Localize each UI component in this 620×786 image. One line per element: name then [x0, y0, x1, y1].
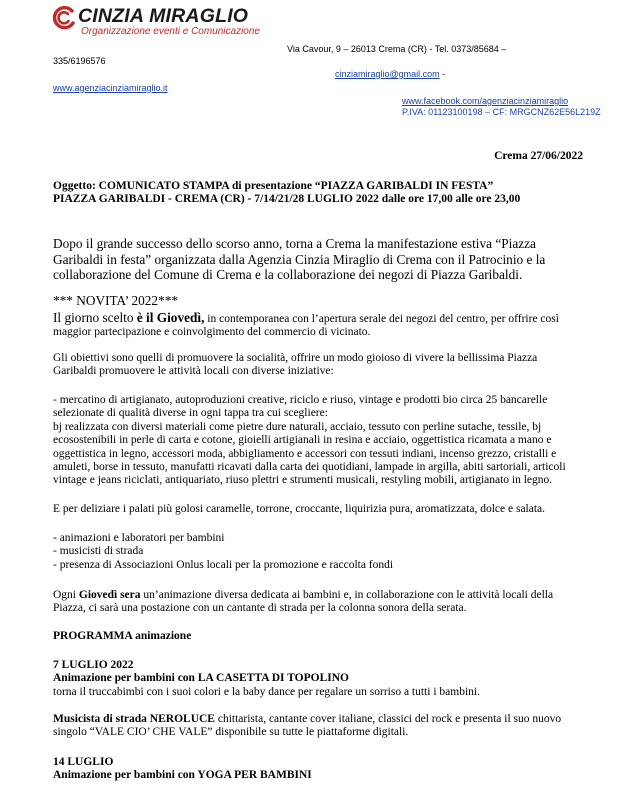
piva-cf: P.IVA: 01123100198 – CF: MRGCNZ62E56L219Z: [402, 107, 601, 117]
thursday-bold: Giovedì sera: [78, 589, 141, 601]
subject-line-1: Oggetto: COMUNICATO STAMPA di presentazione “PIAZZA GARIBALDI IN FESTA”: [53, 180, 494, 192]
thursday-post: un’animazione diversa dedicata ai bambini e, in collaborazione con le attività locali della Piazza, ci sarà una postazione con un cantante di strada per la colonna sonora della serata.: [53, 589, 554, 615]
market-intro: - mercatino di artigianato, autoproduzioni creative, riciclo e riuso, vintage e prodotti bio circa 25 bancarelle selezionate di qualità diverse in ogni tappa tra cui scegliere:: [53, 394, 548, 420]
address-line: Via Cavour, 9 – 26013 Crema (CR) - Tel. 0373/85684 –: [287, 44, 507, 54]
intro-paragraph: Dopo il grande successo dello scorso anno, torna a Crema la manifestazione estiva “Piazza Garibaldi in festa” organizzata dalla Agenzia Cinzia Miraglio di Crema con il Patrocinio e la collaborazione del Comune di Crema e la collaborazione dei negozi di Piazza Garibaldi.: [53, 236, 546, 283]
facebook-link[interactable]: www.facebook.com/agenziacinziamiraglio: [402, 96, 569, 106]
email-line: [335, 69, 445, 79]
day1-music-bold: Musicista di strada NEROLUCE: [53, 713, 215, 725]
novita-bold: è il Giovedì,: [136, 310, 205, 325]
day1-anim-desc: torna il truccabimbi con i suoi colori e la baby dance per regalare un sorriso a tutti i bambini.: [53, 686, 480, 698]
thursday-paragraph: [53, 589, 573, 616]
objectives-paragraph: Gli obiettivi sono quelli di promuovere la socialità, offrire un modo gioioso di vivere la bellissima Piazza Garibaldi promuovere le attività locali con diverse iniziative:: [53, 352, 538, 378]
brand-tagline: Organizzazione eventi e Comunicazione: [81, 26, 260, 37]
novita-post: in contemporanea con l’apertura serale dei negozi del centro, per offrire così maggior partecipazione e coinvolgimento del commercio di vicinato.: [53, 313, 559, 339]
brand-swirl-icon: [52, 6, 76, 30]
email-link[interactable]: cinziamiraglio@gmail.com: [335, 69, 440, 79]
website-link[interactable]: www.agenziacinziamiraglio.it: [53, 83, 168, 93]
day1-music-desc: chittarista, cantante cover italiane, classici del rock e presenta il suo nuovo singolo “VALE CIO’ CHE VALE” disponibile su tutte le piattaforme digitali.: [53, 713, 562, 739]
day1-anim-title: Animazione per bambini con LA CASETTA DI TOPOLINO: [53, 672, 349, 684]
program-heading: PROGRAMMA animazione: [53, 630, 192, 642]
day1-date: 7 LUGLIO 2022: [53, 659, 134, 671]
novita-pre: Il giorno scelto: [53, 310, 137, 325]
document-date: Crema 27/06/2022: [494, 150, 583, 162]
list-item: - presenza di Associazioni Onlus locali per la promozione e raccolta fondi: [53, 558, 394, 571]
list-item: - musicisti di strada: [53, 545, 144, 558]
novita-paragraph: [53, 310, 573, 340]
list-item: - animazioni e laboratori per bambini: [53, 532, 225, 544]
subject-line-2: PIAZZA GARIBALDI - CREMA (CR) - 7/14/21/28 LUGLIO 2022 dalle ore 17,00 alle ore 23,00: [53, 193, 521, 205]
day1-music-paragraph: [53, 713, 573, 740]
market-food: E per deliziare i palati più golosi caramelle, torrone, croccante, liquirizia pura, aromatizzata, dolce e salata.: [53, 503, 546, 515]
market-details: bj realizzata con diversi materiali come pietre dure naturali, acciaio, tessuto con perline sutache, tessile, bj ecosostenibili in perle di carta e cotone, gioielli artigianali in resina e acciaio, oggettistica ricamata a mano e oggettistica in legno, accessori moda, abbigliamento e accessori con tessuti indiani, incenso grezzo, cristalli e amuleti, borse in tessuto, manufatti ricavati dalla carta dei quotidiani, lampade in argilla, abiti sartoriali, articoli vintage e jeans riciclati, antiquariato, riuso plettri e strumenti musicali, restyling mobili, artigianato in legno.: [53, 421, 566, 487]
phone-secondary: 335/6196576: [53, 56, 106, 66]
novita-heading: *** NOVITA’ 2022***: [53, 293, 178, 308]
day2-anim-title: Animazione per bambini con YOGA PER BAMBINI: [53, 769, 312, 781]
day2-date: 14 LUGLIO: [53, 756, 114, 768]
extras-list: [53, 532, 573, 572]
brand-name: CINZIA MIRAGLIO: [78, 5, 249, 27]
thursday-pre: Ogni: [53, 589, 79, 601]
email-suffix: -: [439, 69, 446, 79]
